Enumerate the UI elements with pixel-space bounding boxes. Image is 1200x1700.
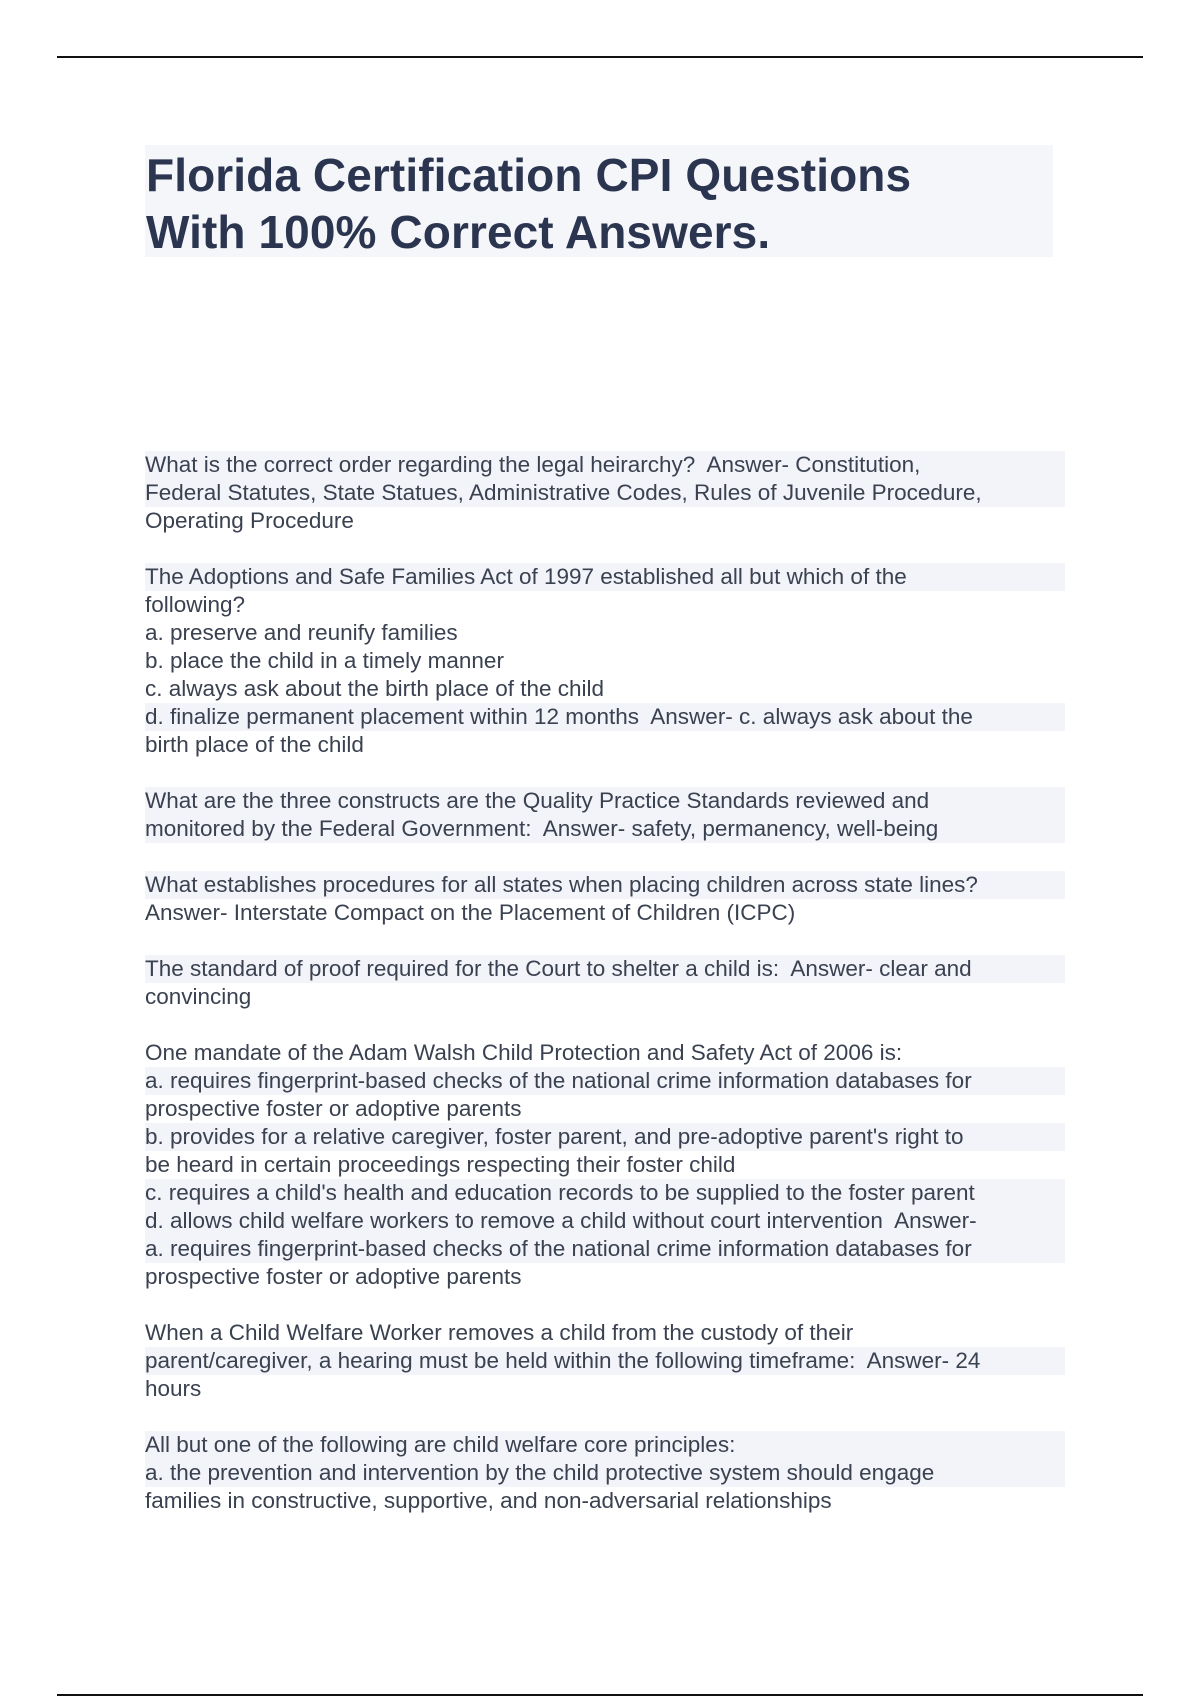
qa-line: c. requires a child's health and education records to be supplied to the foster parent [145,1179,1065,1207]
question-answer-list [145,451,1065,1543]
qa-line: d. allows child welfare workers to remove a child without court intervention Answer- [145,1207,1065,1235]
qa-line: monitored by the Federal Government: Answer- safety, permanency, well-being [145,815,1065,843]
qa-line: Answer- Interstate Compact on the Placement of Children (ICPC) [145,900,796,925]
qa-line: What establishes procedures for all states when placing children across state lines? [145,871,1065,899]
qa-line: parent/caregiver, a hearing must be held within the following timeframe: Answer- 24 [145,1347,1065,1375]
qa-line: families in constructive, supportive, and non-adversarial relationships [145,1488,832,1513]
qa-line: When a Child Welfare Worker removes a child from the custody of their [145,1320,854,1345]
qa-line: All but one of the following are child welfare core principles: [145,1431,1065,1459]
qa-line: a. preserve and reunify families [145,620,458,645]
qa-line: One mandate of the Adam Walsh Child Protection and Safety Act of 2006 is: [145,1040,903,1065]
qa-line: b. place the child in a timely manner [145,648,504,673]
qa-item [145,1319,1065,1403]
footer-rule [57,1694,1143,1696]
qa-line: b. provides for a relative caregiver, foster parent, and pre-adoptive parent's right to [145,1123,1065,1151]
qa-line: be heard in certain proceedings respecting their foster child [145,1152,736,1177]
qa-item [145,1431,1065,1515]
qa-item [145,1039,1065,1291]
qa-line: a. requires fingerprint-based checks of the national crime information databases for [145,1235,1065,1263]
qa-item [145,787,1065,843]
qa-line: What is the correct order regarding the legal heirarchy? Answer- Constitution, [145,451,1065,479]
qa-line: The Adoptions and Safe Families Act of 1997 established all but which of the [145,563,1065,591]
qa-item [145,955,1065,1011]
header-rule [57,56,1143,58]
qa-line: hours [145,1376,202,1401]
qa-line: following? [145,592,246,617]
qa-line: birth place of the child [145,732,364,757]
qa-line: Federal Statutes, State Statues, Administrative Codes, Rules of Juvenile Procedure, [145,479,1065,507]
title-line-1: Florida Certification CPI Questions [146,149,912,201]
document-title [146,147,1053,261]
qa-item [145,563,1065,759]
qa-line: prospective foster or adoptive parents [145,1096,522,1121]
qa-line: What are the three constructs are the Quality Practice Standards reviewed and [145,787,1065,815]
qa-line: d. finalize permanent placement within 12 months Answer- c. always ask about the [145,703,1065,731]
qa-line: The standard of proof required for the Court to shelter a child is: Answer- clear and [145,955,1065,983]
qa-line: prospective foster or adoptive parents [145,1264,522,1289]
qa-item [145,871,1065,927]
qa-item [145,451,1065,535]
document-title-block [145,145,1053,257]
qa-line: a. the prevention and intervention by the child protective system should engage [145,1459,1065,1487]
qa-line: convincing [145,984,252,1009]
qa-line: c. always ask about the birth place of the child [145,676,605,701]
title-line-2: With 100% Correct Answers. [146,206,771,258]
qa-line: a. requires fingerprint-based checks of the national crime information databases for [145,1067,1065,1095]
qa-line: Operating Procedure [145,508,354,533]
